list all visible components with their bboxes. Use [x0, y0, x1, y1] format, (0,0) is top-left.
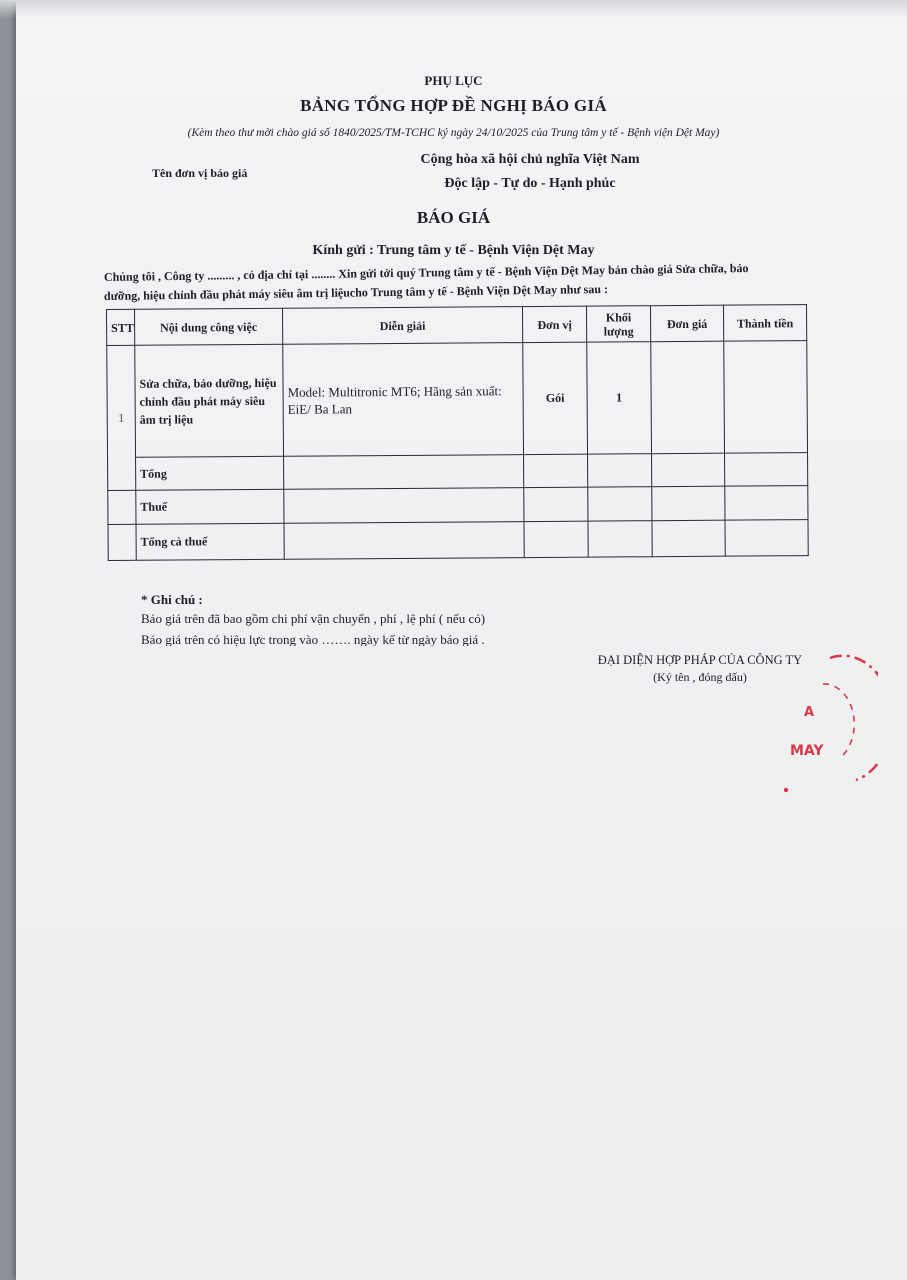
tax-unit	[524, 487, 588, 521]
legal-representative: ĐẠI DIỆN HỢP PHÁP CỦA CÔNG TY	[597, 653, 803, 667]
header-quantity-line1: Khối	[605, 309, 632, 325]
quoting-unit-label: Tên đơn vị báo giá	[152, 166, 248, 180]
header-quantity	[586, 306, 650, 342]
stamp-dot	[784, 788, 788, 792]
page-top-edge	[0, 0, 907, 18]
note-line-1: Báo giá trên đã bao gồm chi phí vận chuyển , phí , lệ phí ( nếu có)	[141, 611, 486, 626]
sign-instruction: (Ký tên , đóng dấu)	[653, 670, 747, 684]
header-unit-price: Đơn giá	[650, 305, 723, 342]
total-unit	[524, 454, 588, 487]
summary-title: BẢNG TỔNG HỢP ĐỀ NGHỊ BÁO GIÁ	[300, 96, 607, 115]
total-amount	[725, 453, 808, 487]
row-description: Model: Multitronic MT6; Hãng sản xuất: EiE/ Ba Lan	[283, 343, 524, 457]
tax-quantity	[588, 487, 652, 521]
tax-row	[108, 486, 808, 525]
row-unit: Gói	[523, 342, 588, 454]
tax-amount	[725, 486, 808, 521]
recipient-line: Kính gửi : Trung tâm y tế - Bệnh Viện Dệt May	[312, 243, 595, 258]
republic-heading: Cộng hòa xã hội chủ nghĩa Việt Nam	[420, 152, 640, 167]
tax-stt	[108, 490, 136, 524]
total-label: Tổng	[136, 456, 284, 490]
quote-table	[106, 304, 809, 561]
total-description	[284, 455, 524, 490]
tax-description	[284, 488, 524, 524]
total-row	[108, 453, 808, 491]
header-amount: Thành tiền	[723, 305, 806, 342]
appendix-label: PHỤ LỤC	[424, 73, 483, 88]
table-header-row	[107, 305, 807, 346]
total-with-tax-stt	[108, 524, 136, 560]
header-description: Diễn giải	[282, 307, 522, 345]
intro-line-1: Chúng tôi , Công ty ......... , có địa chỉ tại ........ Xin gửi tới quý Trung tâm y tế - Bệnh Viện Dệt May bản chào giá Sửa chữa, bảo	[103, 261, 749, 284]
total-with-tax-unit	[524, 521, 588, 557]
header-stt: STT	[107, 309, 135, 345]
row-amount	[724, 341, 808, 454]
tax-label: Thuế	[136, 489, 284, 524]
intro-line-2: dưỡng, hiệu chỉnh đầu phát máy siêu âm trị liệucho Trung tâm y tế - Bệnh Viện Dệt May như sau :	[103, 281, 609, 303]
stamp-inner-ring	[823, 684, 854, 758]
note-line-2: Báo giá trên có hiệu lực trong vào ……. ngày kể từ ngày báo giá .	[141, 632, 485, 646]
header-unit: Đơn vị	[522, 306, 586, 342]
total-with-tax-unit-price	[652, 520, 725, 557]
attached-note: (Kèm theo thư mời chào giá số 1840/2025/TM-TCHC ký ngày 24/10/2025 của Trung tâm y tế - Bệnh viện Dệt May)	[187, 127, 720, 139]
national-motto: Độc lập - Tự do - Hạnh phúc	[444, 176, 616, 191]
stamp-text-bottom: MAY	[790, 743, 824, 759]
table-row	[107, 341, 808, 458]
row-quantity: 1	[587, 342, 652, 454]
total-with-tax-row	[108, 520, 808, 561]
stamp-text-top: A	[804, 705, 815, 720]
company-stamp	[768, 650, 878, 800]
total-with-tax-quantity	[588, 521, 652, 557]
quote-title: BÁO GIÁ	[416, 208, 491, 227]
header-quantity-line2: lượng	[603, 323, 634, 339]
tax-unit-price	[652, 486, 725, 521]
total-unit-price	[652, 453, 725, 487]
total-with-tax-amount	[725, 520, 808, 557]
row-unit-price	[651, 341, 725, 454]
row-content: Sửa chữa, bảo dưỡng, hiệu chỉnh đầu phát máy siêu âm trị liệu	[135, 344, 284, 457]
total-with-tax-label: Tổng cả thuế	[136, 523, 284, 560]
header-content: Nội dung công việc	[135, 308, 283, 345]
notes-title: * Ghi chú :	[141, 592, 203, 607]
total-with-tax-description	[284, 522, 524, 560]
total-quantity	[588, 454, 652, 487]
row-stt: 1	[107, 345, 136, 490]
